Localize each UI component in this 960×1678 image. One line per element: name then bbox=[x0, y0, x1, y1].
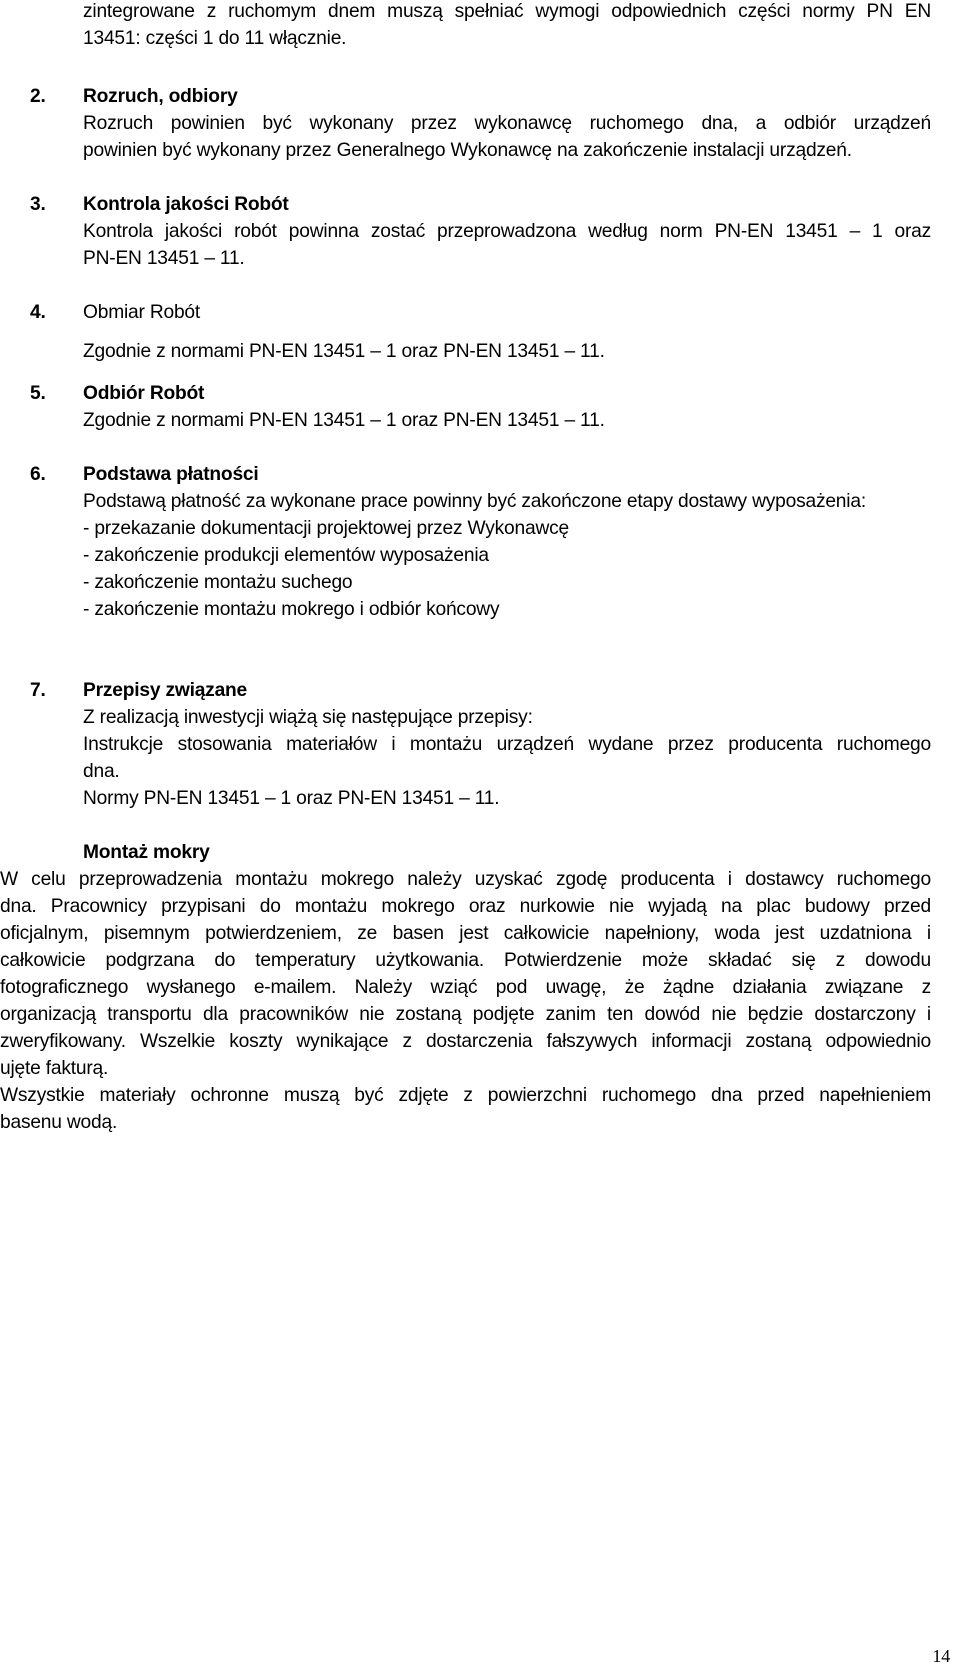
section-6-number: 6. bbox=[30, 464, 46, 485]
section-2-number: 2. bbox=[30, 86, 46, 107]
section-7-line-4: Normy PN-EN 13451 – 1 oraz PN-EN 13451 – 11. bbox=[83, 788, 500, 809]
section-6-line-3: - zakończenie produkcji elementów wyposażenia bbox=[83, 545, 489, 566]
section-5-number: 5. bbox=[30, 383, 46, 404]
section-7-line-1: Z realizacją inwestycji wiążą się następujące przepisy: bbox=[83, 707, 533, 728]
montaz-line-2: dna. Pracownicy przypisani do montażu mokrego oraz nurkowie nie wyjadą na plac budowy przed bbox=[0, 896, 931, 917]
section-4-title: Obmiar Robót bbox=[83, 302, 201, 323]
section-5-title: Odbiór Robót bbox=[83, 383, 205, 404]
section-3-line-2: PN-EN 13451 – 11. bbox=[83, 248, 245, 269]
section-3-title: Kontrola jakości Robót bbox=[83, 194, 289, 215]
section-7-line-3: dna. bbox=[83, 761, 120, 782]
page-number: 14 bbox=[932, 1646, 950, 1666]
section-2-line-2: powinien być wykonany przez Generalnego Wykonawcę na zakończenie instalacji urządzeń. bbox=[83, 140, 852, 161]
montaz-line-1: W celu przeprowadzenia montażu mokrego należy uzyskać zgodę producenta i dostawcy ruchomego bbox=[0, 869, 931, 890]
section-7-line-2: Instrukcje stosowania materiałów i montażu urządzeń wydane przez producenta ruchomego bbox=[83, 734, 931, 755]
montaz-line-3: oficjalnym, pisemnym potwierdzeniem, ze basen jest całkowicie napełniony, woda jest uzdatniona i bbox=[0, 923, 931, 944]
intro-line-1: zintegrowane z ruchomym dnem muszą spełniać wymogi odpowiednich części normy PN EN bbox=[83, 1, 931, 22]
section-6-title: Podstawa płatności bbox=[83, 464, 259, 485]
section-6-line-1: Podstawą płatność za wykonane prace powinny być zakończone etapy dostawy wyposażenia: bbox=[83, 491, 866, 512]
section-6-line-2: - przekazanie dokumentacji projektowej przez Wykonawcę bbox=[83, 518, 569, 539]
section-4-number: 4. bbox=[30, 302, 46, 323]
section-4-line-1: Zgodnie z normami PN-EN 13451 – 1 oraz PN-EN 13451 – 11. bbox=[83, 341, 605, 362]
section-6-line-4: - zakończenie montażu suchego bbox=[83, 572, 353, 593]
intro-line-2: 13451: części 1 do 11 włącznie. bbox=[83, 28, 347, 49]
section-3-number: 3. bbox=[30, 194, 46, 215]
montaz-line-4: całkowicie podgrzana do temperatury użytkowania. Potwierdzenie może składać się z dowodu bbox=[0, 950, 931, 971]
montaz-line-9: Wszystkie materiały ochronne muszą być zdjęte z powierzchni ruchomego dna przed napełnieniem bbox=[0, 1085, 931, 1106]
montaz-line-5: fotograficznego wysłanego e-mailem. Należy wziąć pod uwagę, że żądne działania związane z bbox=[0, 977, 931, 998]
montaz-line-10: basenu wodą. bbox=[0, 1112, 118, 1133]
montaz-line-8: ujęte fakturą. bbox=[0, 1058, 109, 1079]
section-2-title: Rozruch, odbiory bbox=[83, 86, 238, 107]
section-5-line-1: Zgodnie z normami PN-EN 13451 – 1 oraz PN-EN 13451 – 11. bbox=[83, 410, 605, 431]
montaz-line-6: organizacją transportu dla pracowników nie zostaną podjęte zanim ten dowód nie będzie dostarczony i bbox=[0, 1004, 931, 1025]
montaz-title: Montaż mokry bbox=[83, 842, 210, 863]
section-7-title: Przepisy związane bbox=[83, 680, 248, 701]
section-6-line-5: - zakończenie montażu mokrego i odbiór końcowy bbox=[83, 599, 500, 620]
section-3-line-1: Kontrola jakości robót powinna zostać przeprowadzona według norm PN-EN 13451 – 1 oraz bbox=[83, 221, 931, 242]
section-7-number: 7. bbox=[30, 680, 46, 701]
section-2-line-1: Rozruch powinien być wykonany przez wykonawcę ruchomego dna, a odbiór urządzeń bbox=[83, 113, 931, 134]
montaz-line-7: zweryfikowany. Wszelkie koszty wynikające z dostarczenia fałszywych informacji zostaną odpowiednio bbox=[0, 1031, 931, 1052]
